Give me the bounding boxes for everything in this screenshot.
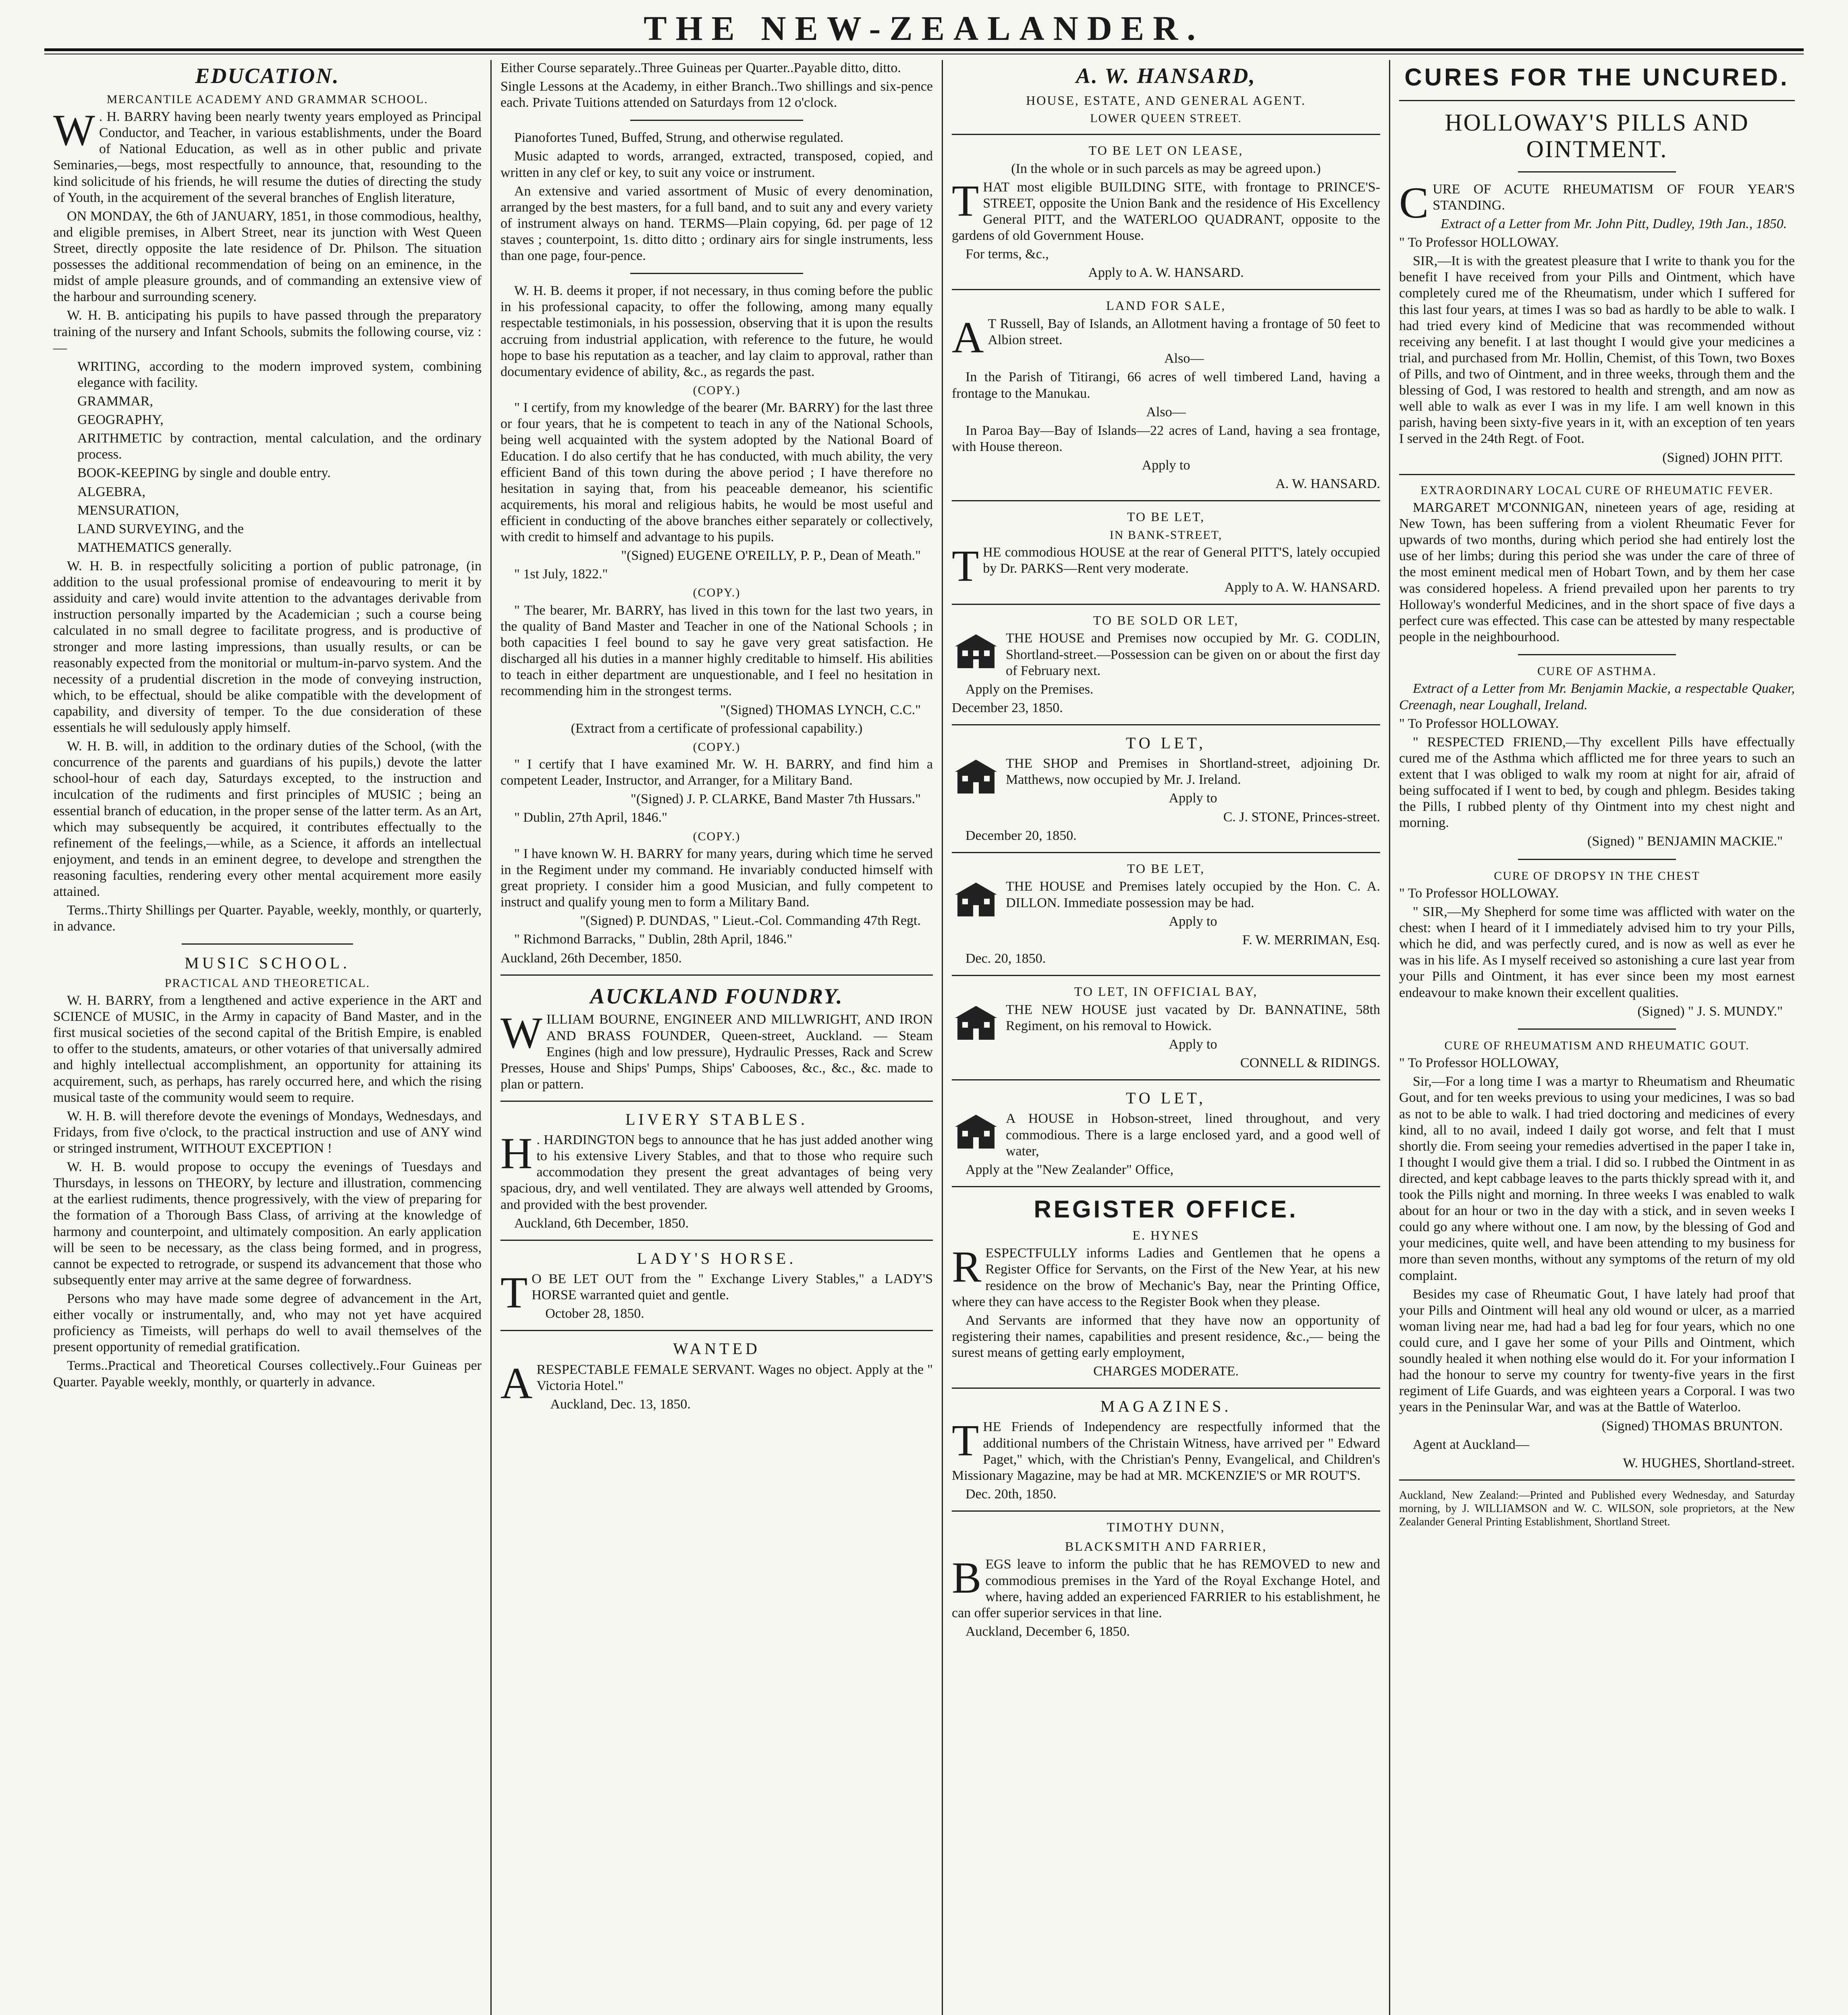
divider <box>1399 1479 1795 1481</box>
testimonial-1-date: " 1st July, 1822." <box>514 567 608 582</box>
drop-cap: C <box>1399 178 1429 227</box>
divider <box>952 604 1380 605</box>
sale-para-3: In Paroa Bay—Bay of Islands—22 acres of Land, having a sea frontage, with House thereon. <box>952 423 1380 454</box>
music-para-5: Terms..Practical and Theoretical Courses collectively..Four Guineas per Quarter. Payable weekly, monthly, or quarterly in advance. <box>53 1358 482 1390</box>
rheumatism-heading-text: URE OF ACUTE RHEUMATISM OF FOUR YEAR'S STANDING. <box>1433 181 1795 213</box>
copy-label: (COPY.) <box>693 383 741 397</box>
register-para <box>952 1242 1380 1310</box>
music-para-2: W. H. B. will therefore devote the evenings of Mondays, Wednesdays, and Fridays, from five o'clock, to the practical instruction and use of ANY wind or stringed instrument, WITHOUT EXCEPTION ! <box>53 1108 482 1156</box>
hansard-heading: A. W. HANSARD, <box>1076 64 1256 88</box>
dunn-text: EGS leave to inform the public that he has REMOVED to new and commodious premises in the Yard of the Royal Exchange Hotel, and where, having added an experienced FARRIER to his establishment, he can offer superior services in that line. <box>952 1557 1380 1620</box>
gout-heading: CURE OF RHEUMATISM AND RHEUMATIC GOUT. <box>1444 1039 1750 1052</box>
course-item: MENSURATION, <box>77 503 179 518</box>
dateline: Auckland, 26th December, 1850. <box>500 950 682 966</box>
music-school-heading: MUSIC SCHOOL. <box>185 954 350 972</box>
sale-heading: LAND FOR SALE, <box>1106 298 1226 313</box>
let5-heading: TO LET, <box>1126 1089 1206 1107</box>
wanted-text: RESPECTABLE FEMALE SERVANT. Wages no object. Apply at the " Victoria Hotel." <box>536 1362 933 1393</box>
let2-para <box>952 756 1380 788</box>
drop-cap: T <box>952 1416 979 1465</box>
let5-para <box>952 1111 1380 1159</box>
copy-label: (COPY.) <box>693 829 741 843</box>
lease-terms: For terms, &c., <box>966 247 1049 262</box>
let3-apply: Apply to <box>1169 914 1217 929</box>
testimonial-1: " I certify, from my knowledge of the bearer (Mr. BARRY) for the last three or four years, that he is competent to teach in any of the National Schools, being well acquainted with the system adopted by the National Board of Education. I do also certify that he has conducted, with much ability, the very efficient Band of this town during the above period ; I have therefore no hesitation in saying that, from his peaceable demeanor, his scientific acquirements, his moral and religious habits, he would be most useful and efficient in conducting of the above branches either separately or collectively, with credit to himself and advantage to his pupils. <box>500 400 933 545</box>
let5-apply: Apply at the "New Zealander" Office, <box>966 1162 1174 1177</box>
livery-date: Auckland, 6th December, 1850. <box>514 1215 689 1231</box>
drop-cap: W <box>500 1008 542 1058</box>
also-label: Also— <box>1164 351 1204 366</box>
pitt-extract: Extract of a Letter from Mr. John Pitt, Dudley, 19th Jan., 1850. <box>1441 216 1787 232</box>
horse-heading: LADY'S HORSE. <box>637 1249 797 1267</box>
house-icon <box>952 1112 1000 1151</box>
music-para-4: Persons who may have made some degree of advancement in the Art, either vocally or instrumentally, and, who may not yet have acquired proficiency as Timeists, will perhaps do well to avail themselves of the present opportunity of remedial gratification. <box>53 1291 482 1355</box>
academy-text-1: . H. BARRY having been nearly twenty years employed as Principal Conductor, and Teacher, in various establishments, under the Board of National Education, as well as in other public and private Seminaries,—begs, most respectfully to announce, that, resounding to the kind solicitude of his friends, he will resume the duties of directing the study of Youth, in the acquirement of the several branches of English literature, <box>53 109 482 205</box>
let2-apply: Apply to <box>1169 791 1217 806</box>
divider <box>1518 1028 1676 1030</box>
lease-para <box>952 176 1380 244</box>
dunn-date: Auckland, December 6, 1850. <box>966 1624 1130 1639</box>
divider <box>952 500 1380 501</box>
sold-para <box>952 630 1380 679</box>
drop-cap: T <box>952 541 979 591</box>
gout-letter: Sir,—For a long time I was a martyr to Rheumatism and Rheumatic Gout, and for ten weeks previous to using your medicines, I was so bad as not to be able to walk. I had tried doctoring and medicines of every kind, all to no avail, indeed I daily got worse, and felt that I must shortly die. From seeing your remedies advertised in the paper I take in, I thought I would give them a trial. I did so. I rubbed the Ointment in as directed, and kept cabbage leaves to the parts thickly spread with it, and took the Pills night and morning. In three weeks I was enabled to walk about for an hour or two in the day with a stick, and in seven weeks I could go any where without one. I am now, by the blessing of God and your medicines, quite well, and have been attending to my business for more than seven months, without any symptoms of the return of my old complaint. <box>1399 1074 1795 1283</box>
lease-text: HAT most eligible BUILDING SITE, with frontage to PRINCE'S-STREET, opposite the Union Bank and the residence of His Excellency General PITT, and the WATERLOO QUADRANT, opposite to the gardens of old Government House. <box>952 179 1380 243</box>
academy-para-4: W. H. B. in respectfully soliciting a portion of public patronage, (in addition to the usual professional promise of endeavouring to merit it by assiduity and care) would invite attention to the advantages derivable from instruction personally imparted by the Academician ; such a course being calculated in no small degree to facilitate progress, and is productive of stronger and more lasting impressions, than usually results, or can be reasonably expected from the monitorial or multum-in-parvo system. And the necessity of a prudential discretion in the mode of conveying instruction, which, to be effectual, should be alike compatible with the development of capability, and diversity of temper. To the due consideration of these essentials he will sedulously apply himself. <box>53 558 482 735</box>
house-icon <box>952 632 1000 671</box>
foundry-text: ILLIAM BOURNE, ENGINEER AND MILLWRIGHT, AND IRON AND BRASS FOUNDER, Queen-street, Auckland. — Steam Engines (high and low pressure), Hydraulic Presses, Rack and Screw Presses, House and Ships' Pumps, Ships' Cabooses, &c., &c., &c. made to plan or pattern. <box>500 1012 933 1092</box>
divider <box>182 943 353 945</box>
divider <box>630 273 803 274</box>
divider <box>1518 171 1676 172</box>
let3-date: Dec. 20, 1850. <box>966 951 1046 966</box>
pianofortes: Pianofortes Tuned, Buffed, Strung, and otherwise regulated. <box>514 130 844 145</box>
asthma-signature: (Signed) " BENJAMIN MACKIE." <box>1587 834 1783 849</box>
apply-label: Apply to <box>1142 458 1190 473</box>
gout-letter-2: Besides my case of Rheumatic Gout, I have lately had proof that your Pills and Ointment will heal any old wound or ulcer, as a married woman living near me, had had a bad leg for four years, which no one could cure, and I gave her some of your Pills and Ointment, which soundly healed it when nothing else would do it. For your information I had the honour to serve my country for twenty-five years in the first regiment of Life Guards, and was eighteen years a Corporal. I was two years in the Peninsular War, and was at the Battle of Waterloo. <box>1399 1286 1795 1415</box>
music-para-1: W. H. BARRY, from a lengthened and active experience in the ART and SCIENCE of MUSIC, in the Army in capacity of Band Master, and in the first musical societies of the second capital of the British Empire, is enabled to offer to the students, amateurs, or other votaries of that universally admired and highly intellectual accomplishment, an opportunity for attaining its acquirement, such, as perhaps, has rarely occurred here, and which the rising musical taste of the community would seem to require. <box>53 993 482 1105</box>
music-adapted: Music adapted to words, arranged, extracted, transposed, copied, and written in any clef or key, to suit any voice or instrument. <box>500 149 933 180</box>
cures-heading: CURES FOR THE UNCURED. <box>1404 64 1790 91</box>
livery-heading: LIVERY STABLES. <box>625 1110 808 1128</box>
column-1 <box>44 60 492 2015</box>
divider <box>500 1330 933 1331</box>
let1-apply: Apply to A. W. HANSARD. <box>1224 580 1380 595</box>
academy-para-1 <box>53 106 482 206</box>
divider <box>630 120 803 121</box>
livery-para <box>500 1129 933 1213</box>
music-school-subheading: PRACTICAL AND THEORETICAL. <box>164 976 370 990</box>
let2-name: C. J. STONE, Princes-street. <box>1223 809 1380 825</box>
gout-signature: (Signed) THOMAS BRUNTON. <box>1601 1418 1783 1433</box>
let3-text: THE HOUSE and Premises lately occupied by the Hon. C. A. DILLON. Immediate possession may be had. <box>1006 879 1380 910</box>
holloway-heading: HOLLOWAY'S PILLS AND OINTMENT. <box>1445 109 1749 162</box>
sale-para-2: In the Parish of Titirangi, 66 acres of well timbered Land, having a frontage to the Manukau. <box>952 370 1380 401</box>
course-item: BOOK-KEEPING by single and double entry. <box>77 465 331 481</box>
pitt-salutation: " To Professor HOLLOWAY. <box>1399 235 1559 250</box>
divider <box>500 974 933 976</box>
masthead: THE NEW-ZEALANDER. <box>644 9 1204 48</box>
asthma-salutation: " To Professor HOLLOWAY. <box>1399 716 1559 731</box>
copy-label: (COPY.) <box>693 586 741 600</box>
academy-heading: MERCANTILE ACADEMY AND GRAMMAR SCHOOL. <box>106 92 428 106</box>
divider <box>952 289 1380 290</box>
let4-para <box>952 1002 1380 1034</box>
lease-subheading: (In the whole or in such parcels as may be agreed upon.) <box>1011 161 1321 176</box>
drop-cap: T <box>500 1268 528 1317</box>
dunn-heading: TIMOTHY DUNN, <box>1107 1519 1225 1534</box>
music-course-terms: Either Course separately..Three Guineas per Quarter..Payable ditto, ditto. <box>500 60 901 75</box>
pitt-signature: (Signed) JOHN PITT. <box>1662 450 1783 465</box>
column-4 <box>1390 60 1804 2015</box>
let4-apply: Apply to <box>1169 1037 1217 1052</box>
house-icon <box>952 1003 1000 1042</box>
divider <box>1399 100 1795 101</box>
dunn-para <box>952 1553 1380 1621</box>
fever-text: MARGARET M'CONNIGAN, nineteen years of age, residing at New Town, has been suffering from a violent Rheumatic Fever for upwards of two months, during which period she had entirely lost the use of her limbs; during this period she was under the care of three of the most eminent medical men of Hobart Town, and by them her case was considered hopeless. A friend prevailed upon her parents to try Holloway's wonderful Medicines, and in the short space of five days a perfect cure was effected. This case can be attested by many respectable people in the neighbourhood. <box>1399 500 1795 644</box>
testimonial-3-signature: "(Signed) J. P. CLARKE, Band Master 7th Hussars." <box>630 791 921 807</box>
divider <box>952 724 1380 725</box>
course-item: GRAMMAR, <box>77 393 153 409</box>
sold-heading: TO BE SOLD OR LET, <box>1093 613 1239 627</box>
register-charges: CHARGES MODERATE. <box>1093 1364 1239 1379</box>
testimonial-3-intro: (Extract from a certificate of professional capability.) <box>571 721 863 736</box>
let4-name: CONNELL & RIDINGS. <box>1240 1055 1380 1071</box>
testimonial-3: " I certify that I have examined Mr. W. H. BARRY, and find him a competent Leader, Instructor, and Arranger, for a Military Band. <box>500 757 933 788</box>
magazines-date: Dec. 20th, 1850. <box>966 1486 1057 1502</box>
let1-heading: TO BE LET, <box>1127 509 1205 524</box>
testimonial-3-date: " Dublin, 27th April, 1846." <box>514 810 668 825</box>
gout-salutation: " To Professor HOLLOWAY, <box>1399 1055 1559 1071</box>
let3-heading: TO BE LET, <box>1127 861 1205 876</box>
sale-apply: A. W. HANSARD. <box>1275 476 1380 492</box>
course-list <box>53 359 482 556</box>
let4-heading: TO LET, IN OFFICIAL BAY, <box>1074 984 1258 999</box>
drop-cap: W <box>53 106 95 155</box>
course-item: MATHEMATICS generally. <box>77 540 232 555</box>
register-heading: REGISTER OFFICE. <box>1034 1195 1298 1223</box>
register-text: ESPECTFULLY informs Ladies and Gentlemen that he opens a Register Office for Servants, on the First of the New Year, at his new residence on the brow of Mechanic's Bay, near the Printing Office, where they can have access to the Register Book when they please. <box>952 1246 1380 1309</box>
testimonial-1-signature: "(Signed) EUGENE O'REILLY, P. P., Dean of Meath." <box>621 548 921 563</box>
divider <box>952 1510 1380 1512</box>
testimonial-4: " I have known W. H. BARRY for many years, during which time he served in the Regiment under my command. He invariably conducted himself with great propriety. I consider him a good Musician, and fully competent to instruct and qualify young men to form a Military Band. <box>500 846 933 910</box>
register-name: E. HYNES <box>1132 1228 1200 1242</box>
testimonial-2: " The bearer, Mr. BARRY, has lived in this town for the last two years, in the quality of Band Master and Teacher in one of the National Schools ; in both capacities I feel bound to say he gave very great satisfaction. He discharged all his duties in a manner highly creditable to himself. His abilities to teach in either department are unquestionable, and I feel no hesitation in recommending him in the strongest terms. <box>500 602 933 699</box>
asthma-extract: Extract of a Letter from Mr. Benjamin Mackie, a respectable Quaker, Creenagh, near Loughall, Ireland. <box>1399 681 1795 713</box>
dropsy-salutation: " To Professor HOLLOWAY. <box>1399 885 1559 901</box>
divider <box>952 852 1380 853</box>
drop-cap: B <box>952 1553 982 1603</box>
divider <box>1518 859 1676 860</box>
sale-text: T Russell, Bay of Islands, an Allotment having a frontage of 50 feet to Albion street. <box>988 316 1380 348</box>
dropsy-signature: (Signed) " J. S. MUNDY." <box>1637 1003 1783 1019</box>
livery-text: . HARDINGTON begs to announce that he has just added another wing to his extensive Livery Stables, and that to those who require such accommodation they present the great advantages of being very spacious, dry, and well ventilated. They are always well attended by Grooms, and provided with the best provender. <box>500 1132 933 1212</box>
divider <box>952 1079 1380 1080</box>
lease-heading: TO BE LET ON LEASE, <box>1088 143 1244 158</box>
course-item: WRITING, according to the modern improved system, combining elegance with facility. <box>77 359 482 390</box>
dunn-subheading: BLACKSMITH AND FARRIER, <box>1065 1539 1267 1554</box>
dropsy-heading: CURE OF DROPSY IN THE CHEST <box>1494 869 1700 883</box>
dropsy-letter: " SIR,—My Shepherd for some time was afflicted with water on the chest: when I heard of it I immediately advised him to try your Pills, which he did, and was perfectly cured, and is now as well as ever he was in his life. As I myself received so astonishing a cure last year from your Pills and Ointment, it has ever since been my most earnest endeavour to make known their excellent qualities. <box>1399 904 1795 1000</box>
drop-cap: A <box>500 1358 533 1408</box>
wanted-date: Auckland, Dec. 13, 1850. <box>550 1396 691 1412</box>
house-icon <box>952 880 1000 919</box>
academy-terms: Terms..Thirty Shillings per Quarter. Payable, weekly, monthly, or quarterly, in advance. <box>53 903 482 934</box>
music-assortment: An extensive and varied assortment of Music of every denomination, arranged by the best masters, for a full band, and to suit any and every variety of instrument always on hand. TERMS—Plain copying, 6d. per page of 12 staves ; counterpoint, 1s. ditto ditto ; ordinary airs for single instruments, less than one page, four-pence. <box>500 183 933 264</box>
magazines-heading: MAGAZINES. <box>1100 1397 1232 1416</box>
divider <box>1399 474 1795 475</box>
fever-heading: EXTRAORDINARY LOCAL CURE OF RHEUMATIC FEVER. <box>1420 483 1773 497</box>
pitt-letter: SIR,—It is with the greatest pleasure that I write to thank you for the benefit I have received from your Pills and Ointment, which have completely cured me of the Rheumatism, under which I suffered for this last four years, at times I was so bad as hardly to be able to walk. I had tried every kind of Medicine that was recommended without receiving any benefit. I at last thought I would give your medicines a trial, and purchased from Mr. Hollin, Chemist, of this Town, two Boxes of Pills, and two of Ointment, and in three weeks, through them and the blessing of God, I was restored to health and strength, and am now as well able to walk as ever I was in my life. I am well known in this parish, having been sixty-five years in it, with an exception of ten years I served in the 24th Regt. of Foot. <box>1399 253 1795 447</box>
divider <box>952 1388 1380 1389</box>
column-3 <box>943 60 1390 2015</box>
academy-para-2: ON MONDAY, the 6th of JANUARY, 1851, in those commodious, healthy, and eligible premises, in Albert Street, near its junction with West Queen Street, directly opposite the late residence of Dr. Philson. The situation possesses the additional recommendation of being on an eminence, in the midst of ample pleasure grounds, and of commanding an extensive view of the harbour and surrounding scenery. <box>53 208 482 305</box>
foundry-para <box>500 1008 933 1093</box>
drop-cap: A <box>952 313 984 362</box>
hansard-address: LOWER QUEEN STREET. <box>1090 112 1242 125</box>
lease-apply: Apply to A. W. HANSARD. <box>1088 265 1244 280</box>
course-item: LAND SURVEYING, and the <box>77 521 244 536</box>
drop-cap: R <box>952 1242 982 1292</box>
agent-label: Agent at Auckland— <box>1413 1437 1529 1452</box>
magazines-text: HE Friends of Independency are respectfully informed that the additional numbers of the Christain Witness, have arrived per " Edward Paget," which, with the Christian's Penny, Evangelical, and Children's Missionary Magazine, may be had at MR. MCKENZIE'S or MR ROUT'S. <box>952 1419 1380 1483</box>
asthma-heading: CURE OF ASTHMA. <box>1537 665 1657 678</box>
let3-para <box>952 879 1380 911</box>
course-item: ALGEBRA, <box>77 484 146 499</box>
horse-text: O BE LET OUT from the " Exchange Livery Stables," a LADY'S HORSE warranted quiet and gentle. <box>532 1271 933 1303</box>
magazines-para <box>952 1416 1380 1483</box>
let2-heading: TO LET, <box>1126 733 1206 752</box>
academy-para-5: W. H. B. will, in addition to the ordinary duties of the School, (with the concurrence of the parents and guardians of his pupils,) devote the latter school-hour of each day, Saturdays excepted, to the instruction and inculcation of the rudiments and first principles of MUSIC ; being an essential branch of education, in the proper sense of the latter term. As an Art, which may subsequently be acquired, it contributes effectually to the refinement of the feelings,—while, as a Science, it affords an intellectual enjoyment, and tends in an eminent degree, to develope and strengthen the reasoning faculties, rendering every other mental acquirement more easily attained. <box>53 739 482 899</box>
divider <box>952 1186 1380 1187</box>
house-icon <box>952 757 1000 796</box>
divider <box>952 134 1380 135</box>
asthma-letter: " RESPECTED FRIEND,—Thy excellent Pills have effectually cured me of the Asthma which afflicted me for three years to such an extent that I was obliged to walk my room at night for air, afraid of being suffocated if I went to bed, by cough and phlegm. Besides taking the Pills, I rubbed plenty of thy Ointment into my chest night and morning. <box>1399 734 1795 831</box>
testimonial-4-place: " Richmond Barracks, " Dublin, 28th April, 1846." <box>514 932 793 947</box>
columns <box>44 60 1804 2015</box>
sold-date: December 23, 1850. <box>952 700 1063 715</box>
also-label: Also— <box>1146 404 1186 420</box>
masthead-rule <box>44 48 1804 54</box>
education-heading: EDUCATION. <box>195 64 340 88</box>
single-lessons: Single Lessons at the Academy, in either Branch..Two shillings and six-pence each. Private Tuitions attended on Saturdays from 12 o'clock. <box>500 79 933 110</box>
let5-text: A HOUSE in Hobson-street, lined throughout, and very commodious. There is a large enclosed yard, and a good well of water, <box>1006 1111 1380 1159</box>
hansard-subheading: HOUSE, ESTATE, AND GENERAL AGENT. <box>1026 93 1306 108</box>
let3-name: F. W. MERRIMAN, Esq. <box>1242 932 1380 947</box>
sold-text: THE HOUSE and Premises now occupied by Mr. G. CODLIN, Shortland-street.—Possession can be given on or about the first day of February next. <box>1006 631 1380 678</box>
divider <box>500 1101 933 1102</box>
course-item: ARITHMETIC by contraction, mental calculation, and the ordinary process. <box>77 431 482 462</box>
let4-text: THE NEW HOUSE just vacated by Dr. BANNATINE, 58th Regiment, on his removal to Howick. <box>1006 1002 1380 1033</box>
agent-name: W. HUGHES, Shortland-street. <box>1623 1455 1795 1471</box>
let2-date: December 20, 1850. <box>966 828 1077 843</box>
testimonial-4-signature: "(Signed) P. DUNDAS, " Lieut.-Col. Commanding 47th Regt. <box>580 913 921 929</box>
horse-date: October 28, 1850. <box>545 1306 644 1321</box>
divider <box>500 1240 933 1241</box>
copy-label: (COPY.) <box>693 740 741 754</box>
wanted-heading: WANTED <box>673 1340 760 1358</box>
let1-text: HE commodious HOUSE at the rear of General PITT'S, lately occupied by Dr. PARKS—Rent very moderate. <box>983 545 1380 576</box>
music-para-3: W. H. B. would propose to occupy the evenings of Tuesdays and Thursdays, in lessons on THEORY, by lecture and illustration, commencing at the earliest rudiments, thence progressively, with the view of preparing for the formation of a Thorough Bass Class, of arriving at the knowledge of harmony and counterpoint, and ultimately composition. An early application will be seen to be necessary, as the class being formed, and in progress, cannot be expected to retrograde, or suspend its advancement that those who subsequently enter may arrive at the same degree of forwardness. <box>53 1159 482 1288</box>
column-2 <box>492 60 943 2015</box>
imprint: Auckland, New Zealand:—Printed and Published every Wednesday, and Saturday morning, by J. WILLIAMSON and W. C. WILSON, sole proprietors, at the New Zealander General Printing Establishment, Shortland Street. <box>1399 1489 1795 1528</box>
register-para-2: And Servants are informed that they have now an opportunity of registering their names, capabilities and present residence, &c.,— being the surest means of getting early employment, <box>952 1313 1380 1361</box>
sold-apply: Apply on the Premises. <box>966 681 1094 697</box>
let1-subheading: IN BANK-STREET, <box>1109 528 1223 542</box>
divider <box>952 975 1380 976</box>
divider <box>1518 654 1676 655</box>
let2-text: THE SHOP and Premises in Shortland-street, adjoining Dr. Matthews, now occupied by Mr. J. Ireland. <box>1006 756 1380 787</box>
drop-cap: T <box>952 176 979 225</box>
foundry-heading: AUCKLAND FOUNDRY. <box>590 984 843 1008</box>
course-item: GEOGRAPHY, <box>77 412 164 428</box>
academy-para-3: W. H. B. anticipating his pupils to have passed through the preparatory training of the nursery and Infant Schools, submits the following course, viz :— <box>53 308 482 355</box>
testimonial-2-signature: "(Signed) THOMAS LYNCH, C.C." <box>720 702 921 717</box>
drop-cap: H <box>500 1129 533 1178</box>
testimonial-intro: W. H. B. deems it proper, if not necessary, in thus coming before the public in his professional capacity, to offer the following, among many equally respectable testimonials, in his possession, observing that it is upon the results accruing from industrial application, with reference to the future, he would hope to base his reputation as a teacher, and lay claim to approval, rather than documentary evidence of ability, &c., as regards the past. <box>500 283 933 379</box>
